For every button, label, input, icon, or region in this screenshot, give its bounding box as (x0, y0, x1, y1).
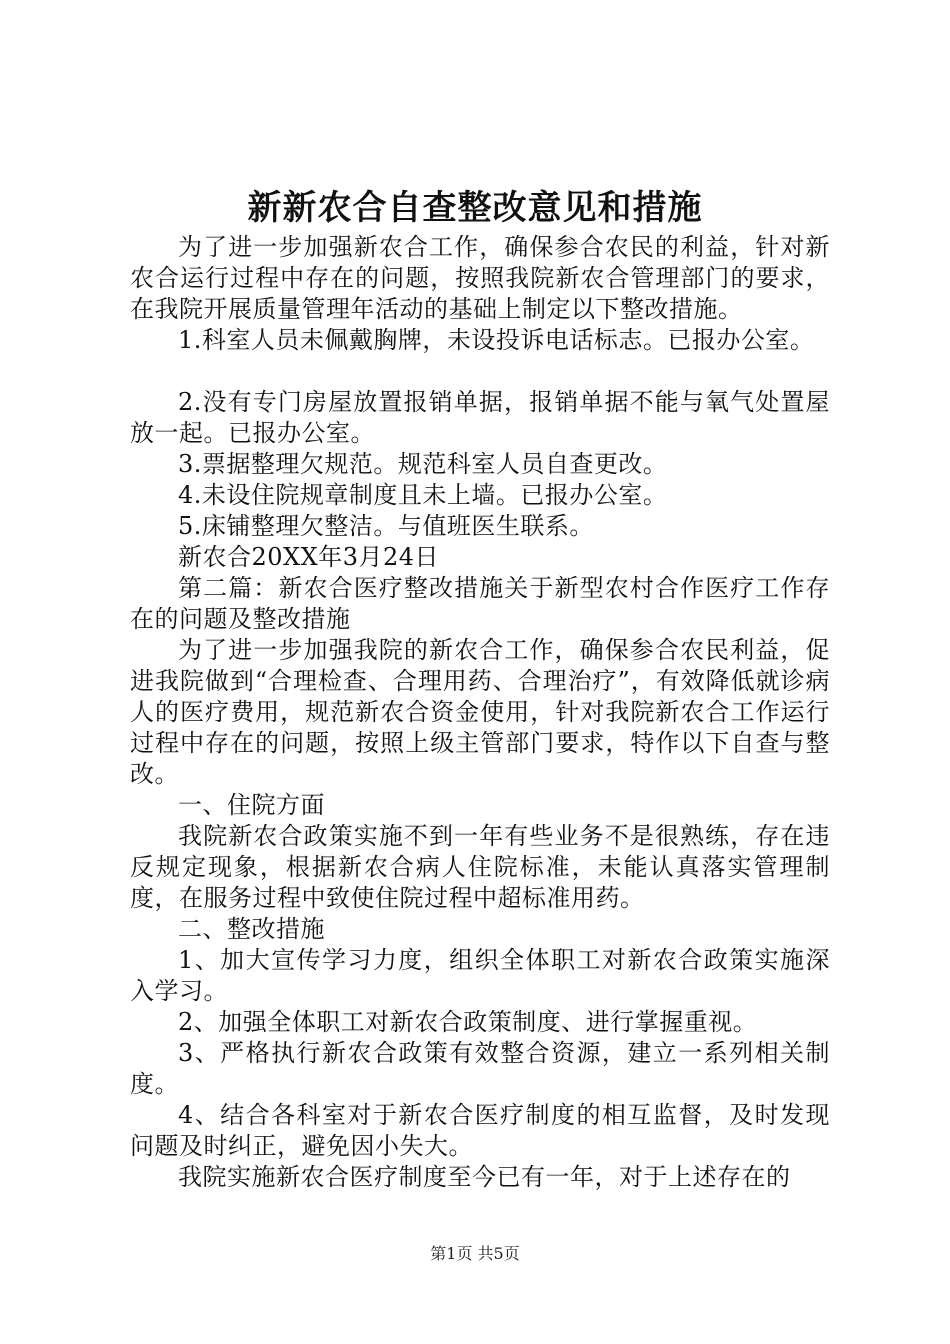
issue-item-3: 3.票据整理欠规范。规范科室人员自查更改。 (178, 450, 668, 478)
subheading-measures: 二、整改措施 (178, 915, 325, 943)
inpatient-paragraph: 我院新农合政策实施不到一年有些业务不是很熟练，存在违反规定现象，根据新农合病人住院标准，未能认真落实管理制度，在服务过程中致使住院过程中超标准用药。 (130, 822, 830, 912)
issue-item-2: 2.没有专门房屋放置报销单据，报销单据不能与氧气处置屋放一起。已报办公室。 (130, 388, 830, 447)
measure-item-1: 1、加大宣传学习力度，组织全体职工对新农合政策实施深入学习。 (130, 946, 830, 1005)
subheading-inpatient: 一、住院方面 (178, 791, 325, 819)
closing-paragraph: 我院实施新农合医疗制度至今已有一年，对于上述存在的 (178, 1163, 791, 1191)
intro-paragraph: 为了进一步加强新农合工作，确保参合农民的利益，针对新农合运行过程中存在的问题，按照我院新农合管理部门的要求，在我院开展质量管理年活动的基础上制定以下整改措施。 (130, 233, 830, 323)
section-heading-second: 第二篇：新农合医疗整改措施关于新型农村合作医疗工作存在的问题及整改措施 (130, 574, 830, 633)
document-body (130, 232, 830, 1193)
issue-item-1: 1.科室人员未佩戴胸牌，未设投诉电话标志。已报办公室。 (178, 326, 815, 354)
issue-item-4: 4.未设住院规章制度且未上墙。已报办公室。 (178, 481, 668, 509)
signature-date: 新农合20XX年3月24日 (178, 543, 440, 571)
second-intro-paragraph: 为了进一步加强我院的新农合工作，确保参合农民利益，促进我院做到“合理检查、合理用药、合理治疗”，有效降低就诊病人的医疗费用，规范新农合资金使用，针对我院新农合工作运行过程中存在的问题，按照上级主管部门要求，特作以下自查与整改。 (130, 636, 830, 788)
measure-item-4: 4、结合各科室对于新农合医疗制度的相互监督，及时发现问题及时纠正，避免因小失大。 (130, 1101, 830, 1160)
issue-item-5: 5.床铺整理欠整洁。与值班医生联系。 (178, 512, 594, 540)
document-title: 新新农合自查整改意见和措施 (247, 188, 703, 228)
page-number: 第1页 共5页 (430, 1244, 520, 1263)
measure-item-3: 3、严格执行新农合政策有效整合资源，建立一系列相关制度。 (130, 1039, 830, 1098)
measure-item-2: 2、加强全体职工对新农合政策制度、进行掌握重视。 (178, 1008, 758, 1036)
